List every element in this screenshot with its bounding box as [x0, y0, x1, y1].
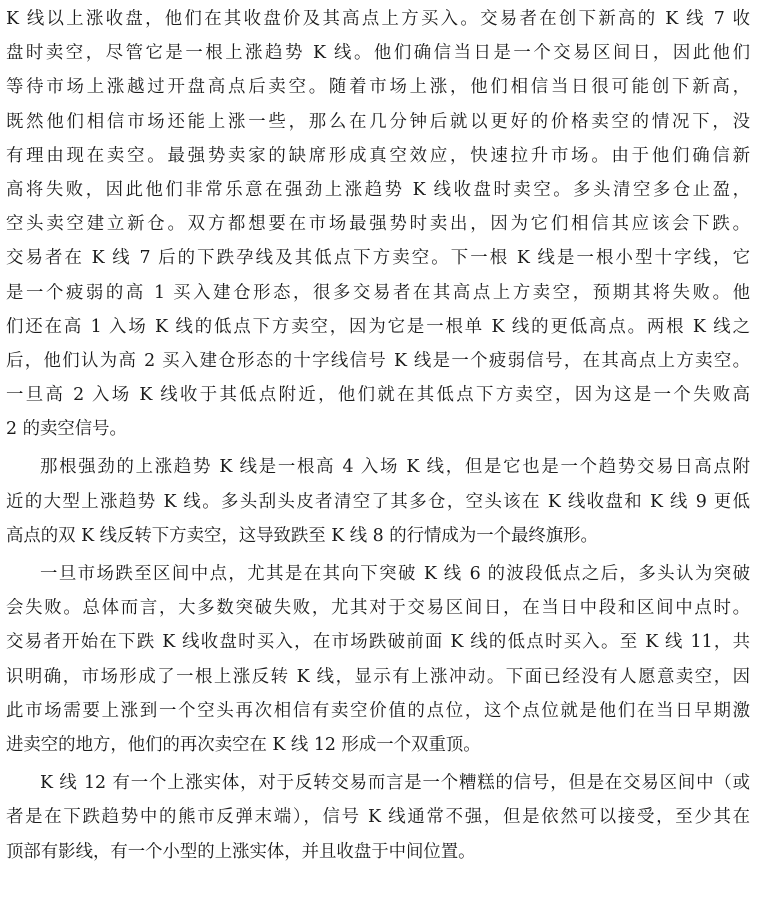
text-line: 识明确，市场形成了一根上涨反转 K 线，显示有上涨冲动。下面已经没有人愿意卖空，因 — [6, 666, 750, 687]
text-line: 空头卖空建立新仓。双方都想要在市场最强势时卖出，因为它们相信其应该会下跌。 — [6, 214, 750, 235]
text-line: 2 的卖空信号。 — [6, 419, 127, 440]
text-line: 会失败。总体而言，大多数突破失败，尤其对于交易区间日，在当日中段和区间中点时。 — [6, 598, 750, 619]
text-line: 此市场需要上涨到一个空头再次相信有卖空价值的点位，这个点位就是他们在当日早期激 — [6, 700, 750, 721]
text-line: 们还在高 1 入场 K 线的低点下方卖空，因为它是一根单 K 线的更低高点。两根 K 线之 — [6, 316, 750, 337]
text-line: 一旦高 2 入场 K 线收于其低点附近，他们就在其低点下方卖空，因为这是一个失败高 — [6, 385, 750, 406]
text-line: 进卖空的地方，他们的再次卖空在 K 线 12 形成一个双重顶。 — [6, 734, 481, 755]
text-line: 那根强劲的上涨趋势 K 线是一根高 4 入场 K 线，但是它也是一个趋势交易日高点附 — [40, 457, 750, 478]
paragraph-1 — [6, 2, 750, 446]
text-line: 者是在下跌趋势中的熊市反弹末端），信号 K 线通常不强，但是依然可以接受，至少其在 — [6, 807, 750, 828]
text-line: 等待市场上涨越过开盘高点后卖空。随着市场上涨，他们相信当日很可能创下新高， — [6, 77, 750, 98]
paragraph-3 — [6, 557, 750, 762]
text-line: K 线以上涨收盘，他们在其收盘价及其高点上方买入。交易者在创下新高的 K 线 7 收 — [6, 9, 750, 29]
text-line: 交易者开始在下跌 K 线收盘时买入，在市场跌破前面 K 线的低点时买入。至 K 线 11，共 — [6, 632, 750, 653]
paragraph-2 — [6, 450, 750, 553]
paragraph-4 — [6, 766, 750, 869]
text-line: K 线 12 有一个上涨实体，对于反转交易而言是一个糟糕的信号，但是在交易区间中（或 — [40, 773, 750, 794]
text-line: 交易者在 K 线 7 后的下跌孕线及其低点下方卖空。下一根 K 线是一根小型十字线，它 — [6, 248, 750, 269]
text-line: 是一个疲弱的高 1 买入建仓形态，很多交易者在其高点上方卖空，预期其将失败。他 — [6, 282, 750, 303]
text-line: 一旦市场跌至区间中点，尤其是在其向下突破 K 线 6 的波段低点之后，多头认为突破 — [40, 564, 750, 584]
text-line: 盘时卖空，尽管它是一根上涨趋势 K 线。他们确信当日是一个交易区间日，因此他们 — [6, 43, 750, 64]
text-line: 高将失败，因此他们非常乐意在强劲上涨趋势 K 线收盘时卖空。多头清空多仓止盈， — [6, 179, 750, 200]
text-line: 后，他们认为高 2 买入建仓形态的十字线信号 K 线是一个疲弱信号，在其高点上方卖空。 — [6, 350, 750, 371]
document-page — [6, 2, 750, 869]
text-line: 近的大型上涨趋势 K 线。多头刮头皮者清空了其多仓，空头该在 K 线收盘和 K 线 9 更低 — [6, 491, 750, 512]
text-line: 有理由现在卖空。最强势卖家的缺席形成真空效应，快速拉升市场。由于他们确信新 — [6, 145, 750, 166]
text-line: 顶部有影线，有一个小型的上涨实体，并且收盘于中间位置。 — [6, 841, 476, 862]
text-line: 高点的双 K 线反转下方卖空，这导致跌至 K 线 8 的行情成为一个最终旗形。 — [6, 525, 598, 546]
text-line: 既然他们相信市场还能上涨一些，那么在几分钟后就以更好的价格卖空的情况下，没 — [6, 111, 750, 132]
